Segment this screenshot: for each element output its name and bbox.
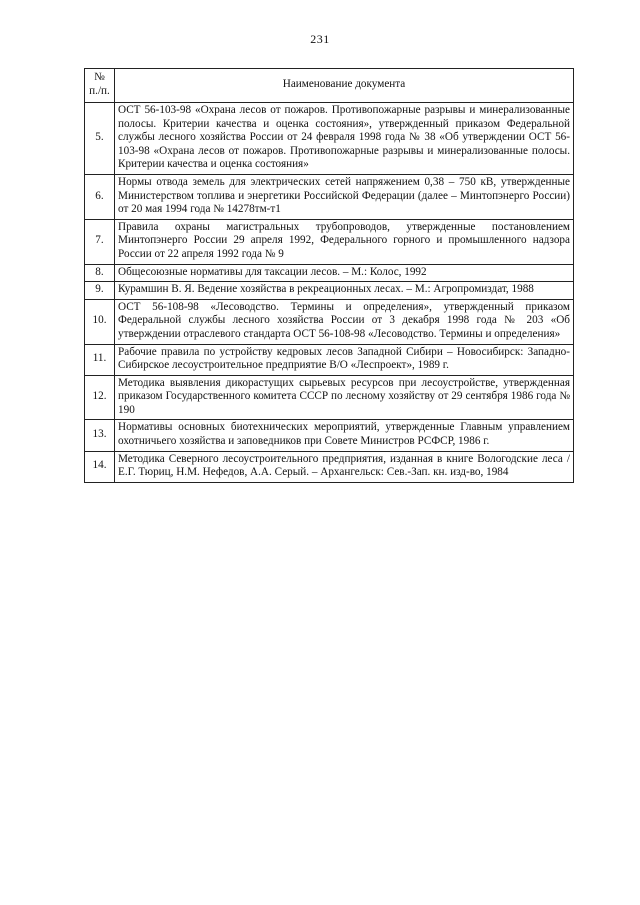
row-number: 14. — [85, 451, 115, 482]
row-number: 5. — [85, 103, 115, 175]
row-number: 9. — [85, 282, 115, 300]
row-number: 13. — [85, 420, 115, 451]
document-name: Нормы отвода земель для электрических сетей напряжением 0,38 – 750 кВ, утвержденные Министерством топлива и энергетики Российской Федерации (далее – Минтопэнерго России) от 20 мая 1994 года № 14278тм-т1 — [115, 174, 574, 219]
documents-table — [84, 68, 574, 483]
table-row — [85, 282, 574, 300]
row-number: 8. — [85, 264, 115, 282]
document-name: Правила охраны магистральных трубопроводов, утвержденные постановлением Минтопэнерго России 29 апреля 1992, Федерального горного и промышленного надзора России от 22 апреля 1992 года № 9 — [115, 219, 574, 264]
table-row — [85, 420, 574, 451]
table-row — [85, 344, 574, 375]
column-header-document-name: Наименование документа — [115, 69, 574, 103]
document-name: ОСТ 56-103-98 «Охрана лесов от пожаров. Противопожарные разрывы и минерализованные полосы. Критерии качества и оценка состояния», утвержденный приказом Федеральной службы лесного хозяйства России от 24 февраля 1998 года № 38 «Об утверждении ОСТ 56-103-98 «Охрана лесов от пожаров. Противопожарные разрывы и минерализованные полосы. Критерии качества и оценка состояния» — [115, 103, 574, 175]
table-row — [85, 451, 574, 482]
column-header-number: № п./п. — [85, 69, 115, 103]
document-name: Нормативы основных биотехнических мероприятий, утвержденные Главным управлением охотничьего хозяйства и заповедников при Совете Министров РСФСР, 1986 г. — [115, 420, 574, 451]
table-row — [85, 375, 574, 420]
table-row — [85, 103, 574, 175]
document-name: Курамшин В. Я. Ведение хозяйства в рекреационных лесах. – М.: Агропромиздат, 1988 — [115, 282, 574, 300]
row-number: 10. — [85, 299, 115, 344]
document-name: ОСТ 56-108-98 «Лесоводство. Термины и определения», утвержденный приказом Федеральной службы лесного хозяйства России от 3 декабря 1998 года № 203 «Об утверждении отраслевого стандарта ОСТ 56-108-98 «Лесоводство. Термины и определения» — [115, 299, 574, 344]
row-number: 6. — [85, 174, 115, 219]
table-row — [85, 174, 574, 219]
table-row — [85, 219, 574, 264]
table-header-row — [85, 69, 574, 103]
document-name: Методика Северного лесоустроительного предприятия, изданная в книге Вологодские леса / Е.Г. Тюриц, Н.М. Нефедов, А.А. Серый. – Архангельск: Сев.-Зап. кн. изд-во, 1984 — [115, 451, 574, 482]
table-row — [85, 264, 574, 282]
document-name: Рабочие правила по устройству кедровых лесов Западной Сибири – Новосибирск: Западно-Сибирское лесоустроительное предприятие В/О «Леспроект», 1989 г. — [115, 344, 574, 375]
table-row — [85, 299, 574, 344]
row-number: 11. — [85, 344, 115, 375]
row-number: 12. — [85, 375, 115, 420]
page-number: 231 — [310, 32, 330, 46]
document-name: Методика выявления дикорастущих сырьевых ресурсов при лесоустройстве, утвержденная приказом Государственного комитета СССР по лесному хозяйству от 29 сентября 1986 года № 190 — [115, 375, 574, 420]
document-name: Общесоюзные нормативы для таксации лесов. – М.: Колос, 1992 — [115, 264, 574, 282]
row-number: 7. — [85, 219, 115, 264]
